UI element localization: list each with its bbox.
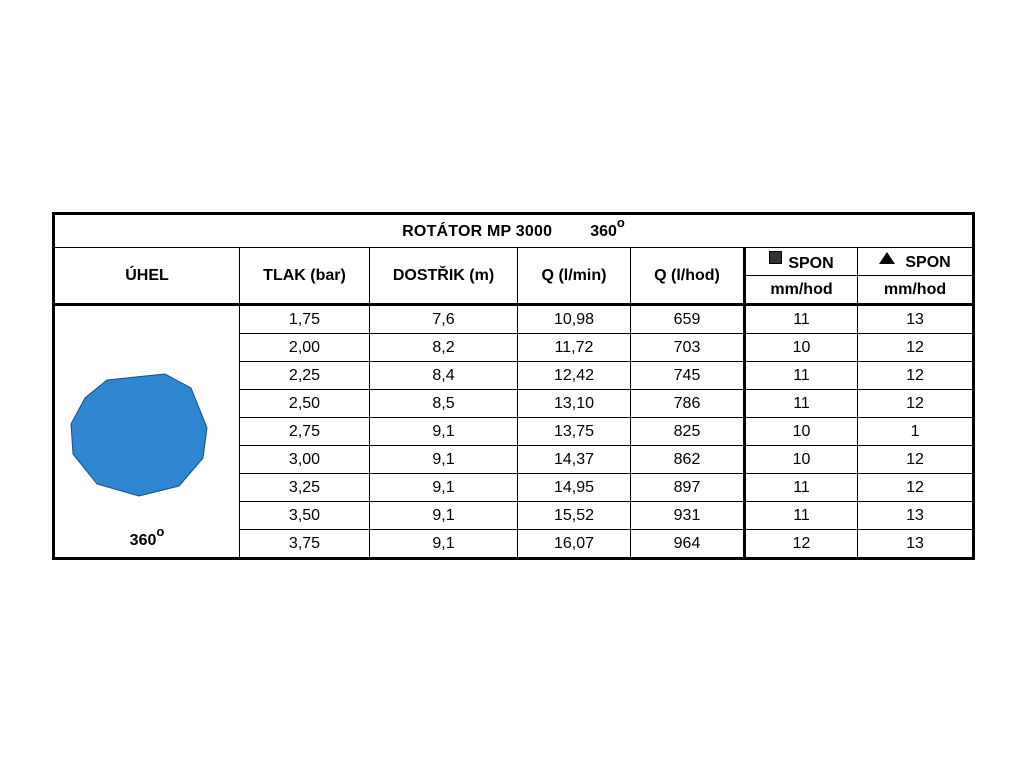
header-q-hod: Q (l/hod) bbox=[631, 248, 745, 305]
cell-spon-square: 10 bbox=[745, 418, 858, 446]
header-row-1 bbox=[54, 248, 974, 276]
cell-spon-square: 11 bbox=[745, 305, 858, 334]
square-spacing-icon bbox=[769, 251, 782, 264]
cell-tlak: 2,25 bbox=[240, 362, 370, 390]
angle-value: 360 bbox=[129, 532, 157, 549]
header-dostrik: DOSTŘIK (m) bbox=[370, 248, 518, 305]
header-uhel: ÚHEL bbox=[54, 248, 240, 305]
cell-spon-square: 11 bbox=[745, 502, 858, 530]
cell-spon-triangle: 12 bbox=[858, 390, 974, 418]
cell-tlak: 1,75 bbox=[240, 305, 370, 334]
cell-spon-triangle: 13 bbox=[858, 530, 974, 559]
cell-spon-square: 12 bbox=[745, 530, 858, 559]
cell-tlak: 2,00 bbox=[240, 334, 370, 362]
header-unit-square: mm/hod bbox=[745, 276, 858, 305]
cell-spon-square: 11 bbox=[745, 474, 858, 502]
cell-q-min: 11,72 bbox=[518, 334, 631, 362]
header-spon-triangle bbox=[858, 248, 974, 276]
cell-dostrik: 9,1 bbox=[370, 530, 518, 559]
cell-dostrik: 8,4 bbox=[370, 362, 518, 390]
cell-spon-triangle: 12 bbox=[858, 446, 974, 474]
cell-tlak: 2,75 bbox=[240, 418, 370, 446]
cell-q-min: 13,75 bbox=[518, 418, 631, 446]
cell-spon-square: 10 bbox=[745, 334, 858, 362]
cell-q-min: 12,42 bbox=[518, 362, 631, 390]
cell-spon-triangle: 12 bbox=[858, 362, 974, 390]
cell-spon-triangle: 13 bbox=[858, 502, 974, 530]
header-spon-square bbox=[745, 248, 858, 276]
cell-q-min: 15,52 bbox=[518, 502, 631, 530]
header-q-min: Q (l/min) bbox=[518, 248, 631, 305]
cell-tlak: 2,50 bbox=[240, 390, 370, 418]
title-angle: 360 bbox=[590, 222, 617, 240]
cell-dostrik: 9,1 bbox=[370, 418, 518, 446]
cell-dostrik: 8,2 bbox=[370, 334, 518, 362]
cell-q-min: 10,98 bbox=[518, 305, 631, 334]
cell-q-hod: 825 bbox=[631, 418, 745, 446]
cell-q-hod: 931 bbox=[631, 502, 745, 530]
angle-cell bbox=[54, 305, 240, 559]
spray-pattern-shape bbox=[71, 374, 207, 496]
header-spon-square-label: SPON bbox=[788, 255, 834, 272]
cell-q-hod: 659 bbox=[631, 305, 745, 334]
cell-spon-triangle: 12 bbox=[858, 474, 974, 502]
title-degree: o bbox=[616, 214, 625, 230]
cell-q-min: 14,37 bbox=[518, 446, 631, 474]
cell-q-hod: 745 bbox=[631, 362, 745, 390]
cell-spon-triangle: 1 bbox=[858, 418, 974, 446]
rotator-spec-table bbox=[52, 212, 975, 560]
cell-tlak: 3,00 bbox=[240, 446, 370, 474]
cell-spon-square: 10 bbox=[745, 446, 858, 474]
cell-q-hod: 786 bbox=[631, 390, 745, 418]
header-tlak: TLAK (bar) bbox=[240, 248, 370, 305]
header-spon-triangle-label: SPON bbox=[905, 254, 951, 271]
title-row bbox=[54, 214, 974, 248]
cell-tlak: 3,25 bbox=[240, 474, 370, 502]
cell-q-hod: 964 bbox=[631, 530, 745, 559]
cell-spon-square: 11 bbox=[745, 362, 858, 390]
spec-sheet bbox=[52, 212, 972, 556]
angle-degree: o bbox=[156, 524, 165, 539]
cell-q-min: 13,10 bbox=[518, 390, 631, 418]
table-body bbox=[54, 305, 974, 559]
title-text: ROTÁTOR MP 3000 bbox=[402, 222, 553, 240]
full-circle-spray-icon bbox=[67, 370, 213, 500]
cell-tlak: 3,50 bbox=[240, 502, 370, 530]
cell-tlak: 3,75 bbox=[240, 530, 370, 559]
cell-spon-triangle: 13 bbox=[858, 305, 974, 334]
cell-spon-triangle: 12 bbox=[858, 334, 974, 362]
cell-dostrik: 7,6 bbox=[370, 305, 518, 334]
cell-dostrik: 8,5 bbox=[370, 390, 518, 418]
angle-label bbox=[55, 524, 239, 549]
cell-q-hod: 897 bbox=[631, 474, 745, 502]
cell-dostrik: 9,1 bbox=[370, 474, 518, 502]
cell-q-min: 16,07 bbox=[518, 530, 631, 559]
cell-q-min: 14,95 bbox=[518, 474, 631, 502]
table-title bbox=[54, 214, 974, 248]
cell-dostrik: 9,1 bbox=[370, 502, 518, 530]
cell-q-hod: 703 bbox=[631, 334, 745, 362]
cell-dostrik: 9,1 bbox=[370, 446, 518, 474]
cell-spon-square: 11 bbox=[745, 390, 858, 418]
triangle-spacing-icon bbox=[879, 252, 895, 264]
cell-q-hod: 862 bbox=[631, 446, 745, 474]
header-unit-triangle: mm/hod bbox=[858, 276, 974, 305]
table-row bbox=[54, 305, 974, 334]
